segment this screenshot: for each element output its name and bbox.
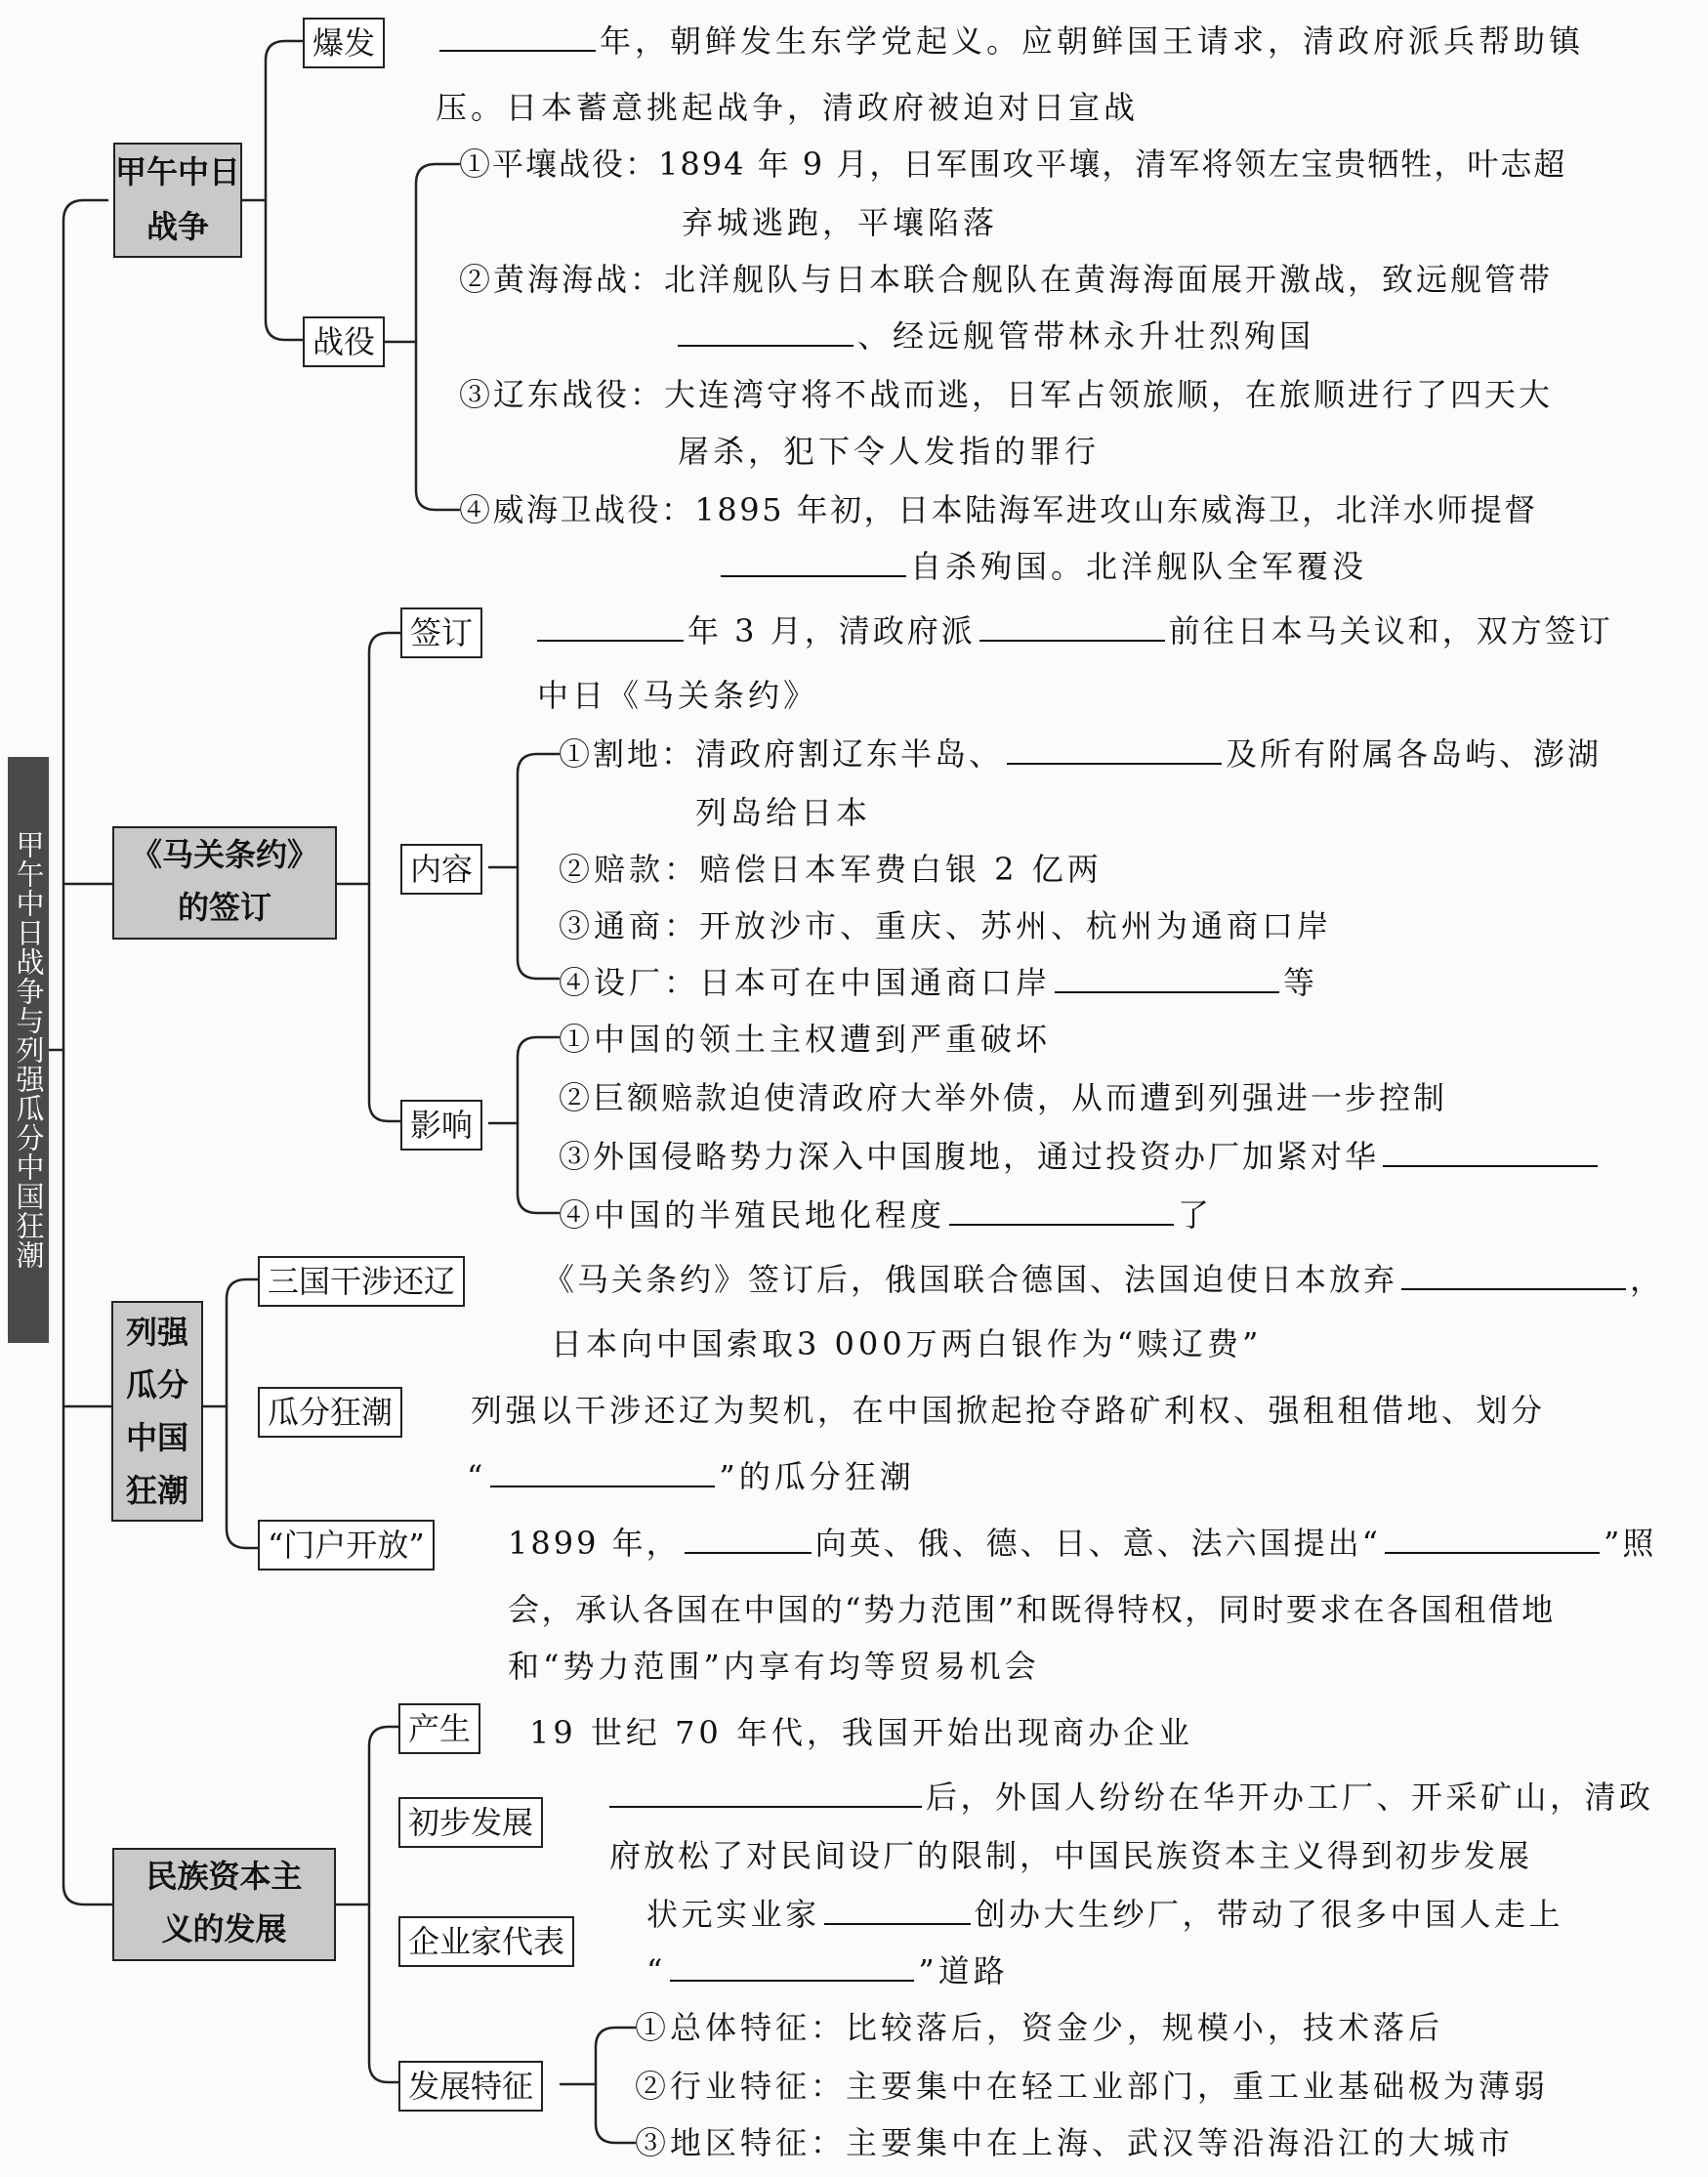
blank-shimonoseki[interactable] bbox=[609, 1777, 922, 1808]
open-door-line-1: 1899 年， 向英、俄、德、日、意、法六国提出“ ”照 bbox=[508, 1525, 1657, 1562]
capitalism-title-line-1: 民族资本主 bbox=[146, 1858, 303, 1895]
battle-2-line-1: ②黄海海战：北洋舰队与日本联合舰队在黄海海面展开激战，致远舰管带 bbox=[459, 261, 1554, 298]
blank-ceded-island[interactable] bbox=[1007, 733, 1222, 765]
blank-economic-aggression[interactable] bbox=[1383, 1136, 1598, 1167]
blank-outbreak-year[interactable] bbox=[439, 21, 596, 52]
section-war-title: 甲午中日战争 bbox=[113, 143, 242, 258]
label-content: 内容 bbox=[400, 844, 482, 895]
battle-4-line-1: ④威海卫战役：1895 年初，日本陆海军进攻山东威海卫，北洋水师提督 bbox=[459, 491, 1538, 528]
emergence-text: 19 世纪 70 年代，我国开始出现商办企业 bbox=[529, 1714, 1193, 1751]
content-2: ②赔款：赔偿日本军费白银 2 亿两 bbox=[559, 851, 1103, 888]
blank-open-door-policy[interactable] bbox=[1385, 1523, 1600, 1554]
blank-negotiator[interactable] bbox=[979, 610, 1165, 642]
treaty-title-line-1: 《马关条约》 bbox=[130, 836, 318, 873]
intervention-line-1: 《马关条约》签订后，俄国联合德国、法国迫使日本放弃 ， bbox=[543, 1261, 1665, 1298]
feature-1: ①总体特征：比较落后，资金少，规模小，技术落后 bbox=[635, 2009, 1444, 2046]
blank-signing-year[interactable] bbox=[537, 610, 684, 642]
open-door-line-3: 和“势力范围”内享有均等贸易机会 bbox=[508, 1648, 1040, 1685]
battle-2-line-2: 、经远舰管带林永升壮烈殉国 bbox=[674, 314, 1314, 357]
frenzy-line-2: “ ”的瓜分狂潮 bbox=[467, 1458, 915, 1495]
label-open-door: “门户开放” bbox=[258, 1520, 435, 1570]
label-battles: 战役 bbox=[303, 316, 385, 367]
open-door-line-2: 会，承认各国在中国的“势力范围”和既得特权，同时要求在各国租借地 bbox=[508, 1591, 1556, 1628]
partition-title-line-3: 中国 bbox=[125, 1419, 188, 1456]
blank-beiyang-admiral[interactable] bbox=[721, 546, 906, 577]
content-1-line-2: 列岛给日本 bbox=[695, 794, 872, 831]
section-capitalism-title bbox=[112, 1848, 336, 1961]
signing-line-2: 中日《马关条约》 bbox=[537, 677, 819, 714]
label-emergence: 产生 bbox=[398, 1703, 480, 1754]
entrepreneur-line-1: 状元实业家 创办大生纱厂，带动了很多中国人走上 bbox=[646, 1896, 1564, 1933]
treaty-title-line-2: 的签订 bbox=[177, 889, 271, 926]
intervention-line-2: 日本向中国索取3 000万两白银作为“赎辽费” bbox=[551, 1325, 1263, 1362]
frenzy-line-1: 列强以干涉还辽为契机，在中国掀起抢夺路矿利权、强租租借地、划分 bbox=[471, 1392, 1546, 1429]
impact-1: ①中国的领土主权遭到严重破坏 bbox=[559, 1021, 1052, 1058]
label-impact: 影响 bbox=[400, 1100, 482, 1151]
capitalism-title-line-2: 义的发展 bbox=[161, 1910, 287, 1947]
outbreak-line-2: 压。日本蓄意挑起战争，清政府被迫对日宣战 bbox=[436, 89, 1140, 126]
label-signing: 签订 bbox=[400, 607, 482, 658]
battle-1-line-1: ①平壤战役：1894 年 9 月，日军围攻平壤，清军将领左宝贵牺牲，叶志超 bbox=[459, 146, 1567, 183]
battle-4-line-2: 自杀殉国。北洋舰队全军覆没 bbox=[717, 545, 1367, 588]
blank-deepened[interactable] bbox=[949, 1194, 1174, 1226]
label-entrepreneur: 企业家代表 bbox=[398, 1916, 574, 1967]
content-3: ③通商：开放沙市、重庆、苏州、杭州为通商口岸 bbox=[559, 907, 1333, 944]
impact-4: ④中国的半殖民地化程度 了 bbox=[559, 1196, 1214, 1234]
impact-3: ③外国侵略势力深入中国腹地，通过投资办厂加紧对华 bbox=[559, 1135, 1602, 1178]
root-title: 甲午中日战争与列强瓜分中国狂潮 bbox=[8, 757, 49, 1343]
blank-usa[interactable] bbox=[685, 1523, 812, 1554]
label-features: 发展特征 bbox=[398, 2061, 543, 2112]
partition-title-line-2: 瓜分 bbox=[125, 1366, 188, 1403]
early-line-1: 后，外国人纷纷在华开办工厂、开采矿山，清政 bbox=[605, 1776, 1654, 1819]
entrepreneur-line-2: “ ”道路 bbox=[646, 1952, 1009, 1989]
label-triple-intervention: 三国干涉还辽 bbox=[258, 1256, 465, 1307]
battle-3-line-2: 屠杀，犯下令人发指的罪行 bbox=[678, 433, 1101, 470]
content-4: ④设厂：日本可在中国通商口岸 等 bbox=[559, 964, 1319, 1001]
outbreak-line-1: 年，朝鲜发生东学党起义。应朝鲜国王请求，清政府派兵帮助镇 bbox=[436, 20, 1584, 63]
blank-liaodong[interactable] bbox=[1401, 1259, 1626, 1290]
blank-factory-right[interactable] bbox=[1055, 962, 1279, 993]
content-1-line-1: ①割地：清政府割辽东半岛、 及所有附属各岛屿、澎湖 bbox=[559, 735, 1603, 773]
feature-2: ②行业特征：主要集中在轻工业部门，重工业基础极为薄弱 bbox=[635, 2068, 1550, 2105]
impact-2: ②巨额赔款迫使清政府大举外债，从而遭到列强进一步控制 bbox=[559, 1079, 1448, 1116]
blank-zhiyuan-captain[interactable] bbox=[678, 315, 854, 347]
feature-3: ③地区特征：主要集中在上海、武汉等沿海沿江的大城市 bbox=[635, 2124, 1515, 2161]
battle-3-line-1: ③辽东战役：大连湾守将不战而逃，日军占领旅顺，在旅顺进行了四天大 bbox=[459, 376, 1554, 413]
early-line-2: 府放松了对民间设厂的限制，中国民族资本主义得到初步发展 bbox=[609, 1837, 1533, 1874]
partition-title-line-4: 狂潮 bbox=[125, 1472, 188, 1509]
battle-1-line-2: 弃城逃跑，平壤陷落 bbox=[682, 204, 999, 241]
section-treaty-title bbox=[112, 826, 337, 940]
blank-sphere-of-influence[interactable] bbox=[490, 1456, 715, 1487]
section-partition-title bbox=[111, 1301, 203, 1522]
blank-zhang-jian[interactable] bbox=[824, 1894, 971, 1925]
label-outbreak: 爆发 bbox=[303, 18, 385, 68]
partition-title-line-1: 列强 bbox=[125, 1314, 188, 1351]
signing-line-1: 年 3 月，清政府派 前往日本马关议和，双方签订 bbox=[533, 609, 1613, 652]
label-partition-frenzy: 瓜分狂潮 bbox=[258, 1387, 402, 1438]
label-early-development: 初步发展 bbox=[398, 1797, 543, 1848]
blank-industry-salvation[interactable] bbox=[670, 1950, 914, 1982]
